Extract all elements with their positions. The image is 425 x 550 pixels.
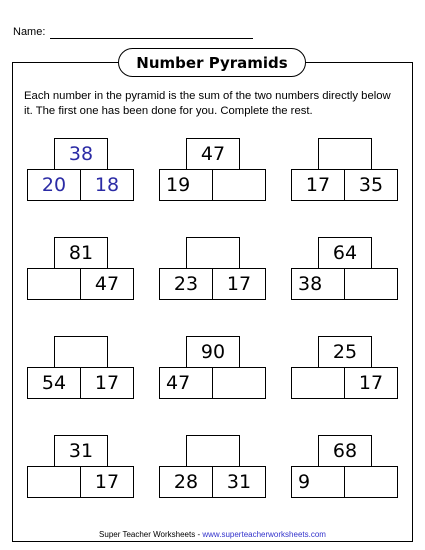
pyramid-right-cell[interactable] bbox=[344, 268, 398, 300]
pyramid-right-cell: 17 bbox=[80, 466, 134, 498]
pyramid-9 bbox=[291, 336, 399, 400]
pyramid-left-cell: 19 bbox=[159, 169, 213, 201]
pyramid-left-cell: 20 bbox=[27, 169, 81, 201]
footer-brand: Super Teacher Worksheets bbox=[99, 530, 196, 539]
pyramid-right-cell[interactable] bbox=[212, 367, 266, 399]
pyramid-right-cell: 17 bbox=[344, 367, 398, 399]
pyramid-10 bbox=[27, 435, 135, 499]
pyramid-11 bbox=[159, 435, 267, 499]
pyramid-6 bbox=[291, 237, 399, 301]
pyramid-12 bbox=[291, 435, 399, 499]
pyramid-3 bbox=[291, 138, 399, 202]
pyramid-top-cell: 25 bbox=[318, 336, 372, 368]
pyramid-1 bbox=[27, 138, 135, 202]
footer-url-link[interactable]: www.superteacherworksheets.com bbox=[202, 530, 326, 539]
pyramid-top-cell: 90 bbox=[186, 336, 240, 368]
pyramid-top-cell: 81 bbox=[54, 237, 108, 269]
pyramid-right-cell: 17 bbox=[80, 367, 134, 399]
pyramid-left-cell: 23 bbox=[159, 268, 213, 300]
pyramid-right-cell: 47 bbox=[80, 268, 134, 300]
pyramid-top-cell: 68 bbox=[318, 435, 372, 467]
pyramid-right-cell: 35 bbox=[344, 169, 398, 201]
pyramid-top-cell: 64 bbox=[318, 237, 372, 269]
pyramid-left-cell: 47 bbox=[159, 367, 213, 399]
pyramid-right-cell: 18 bbox=[80, 169, 134, 201]
pyramid-left-cell: 9 bbox=[291, 466, 345, 498]
pyramid-top-cell: 47 bbox=[186, 138, 240, 170]
pyramid-left-cell: 17 bbox=[291, 169, 345, 201]
pyramid-left-cell: 54 bbox=[27, 367, 81, 399]
pyramid-top-cell: 38 bbox=[54, 138, 108, 170]
pyramid-right-cell[interactable] bbox=[212, 169, 266, 201]
pyramid-top-cell[interactable] bbox=[54, 336, 108, 368]
name-line[interactable] bbox=[50, 38, 253, 39]
pyramid-2 bbox=[159, 138, 267, 202]
pyramid-5 bbox=[159, 237, 267, 301]
pyramid-top-cell[interactable] bbox=[186, 237, 240, 269]
pyramid-left-cell[interactable] bbox=[27, 466, 81, 498]
pyramid-top-cell[interactable] bbox=[186, 435, 240, 467]
pyramid-right-cell[interactable] bbox=[344, 466, 398, 498]
name-label: Name: bbox=[13, 26, 46, 38]
footer-separator: - bbox=[195, 530, 203, 539]
pyramid-7 bbox=[27, 336, 135, 400]
pyramid-4 bbox=[27, 237, 135, 301]
worksheet-title: Number Pyramids bbox=[118, 48, 306, 77]
instructions: Each number in the pyramid is the sum of the two numbers directly below it. The first one has been done for you. Complete the rest. bbox=[24, 90, 391, 117]
pyramid-8 bbox=[159, 336, 267, 400]
pyramid-right-cell: 31 bbox=[212, 466, 266, 498]
pyramid-left-cell: 28 bbox=[159, 466, 213, 498]
footer bbox=[0, 530, 425, 539]
pyramid-left-cell: 38 bbox=[291, 268, 345, 300]
pyramid-top-cell: 31 bbox=[54, 435, 108, 467]
pyramid-left-cell[interactable] bbox=[291, 367, 345, 399]
pyramid-top-cell[interactable] bbox=[318, 138, 372, 170]
pyramid-right-cell: 17 bbox=[212, 268, 266, 300]
pyramid-left-cell[interactable] bbox=[27, 268, 81, 300]
